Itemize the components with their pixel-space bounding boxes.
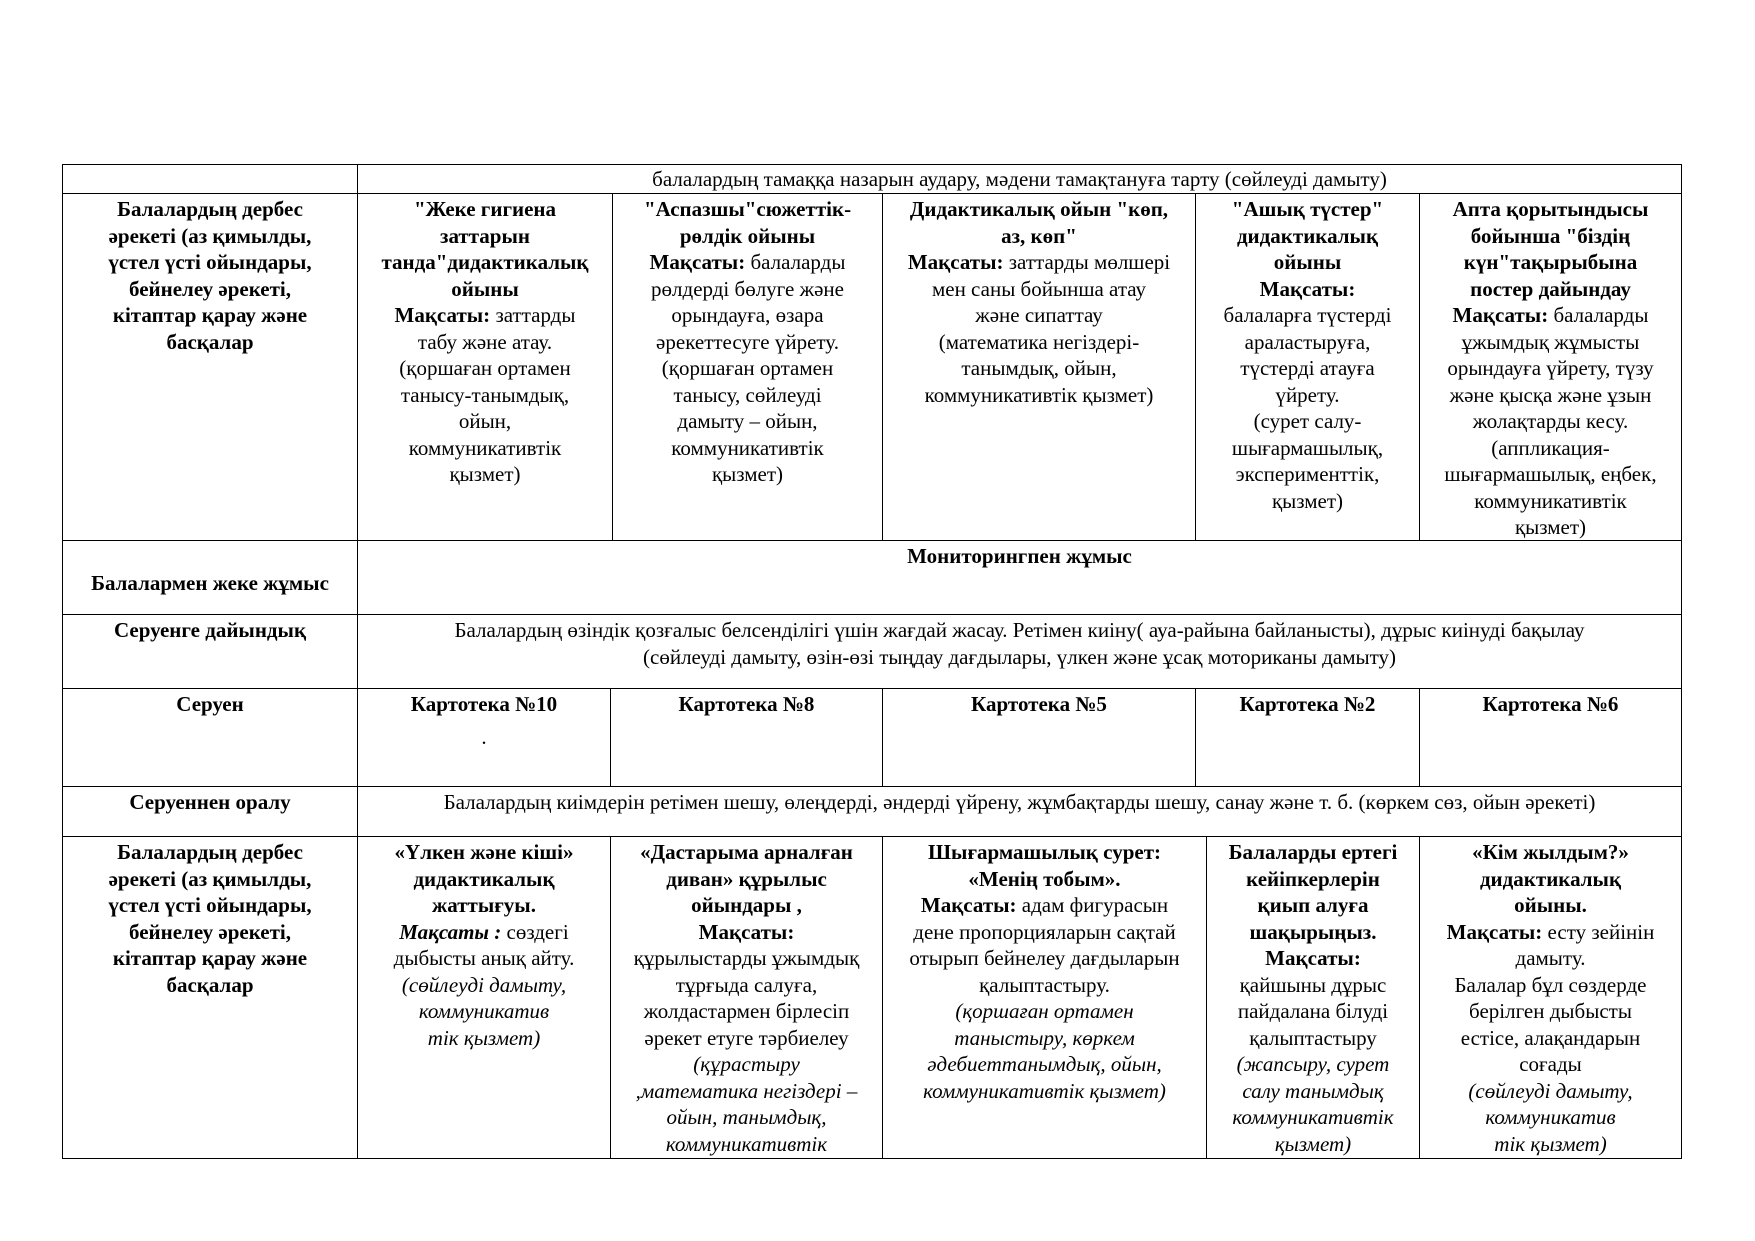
goal-text: балаларды рөлдерді бөлуге және орындауға, өзара әрекеттесуге үйрету. (651, 250, 846, 354)
return-label: Серуеннен оралу (129, 790, 291, 814)
activity-note: (аппликация- шығармашылық, еңбек, коммуникативтік қызмет) (1444, 435, 1657, 539)
activity-title: "Аспазшы"сюжеттік- рөлдік ойыны (643, 197, 852, 248)
activity-note: (сөйлеуді дамыту, коммуникатив тік қызмет) (1468, 1078, 1633, 1156)
activity-title: «Кім жылдым?» дидактикалық ойыны. (1472, 840, 1629, 917)
goal-label: Мақсаты: (394, 303, 491, 327)
goal-label: Мақсаты: (920, 893, 1017, 917)
activity-1-cell-1 (357, 194, 612, 540)
activity-1-cell-4 (1195, 194, 1419, 540)
goal-text: сөздегі дыбысты анық айту. (393, 919, 575, 970)
prep-label: Серуенге дайындық (113, 618, 307, 642)
goal-label: Мақсаты: (698, 919, 795, 944)
walk-card: Картотека №8 (610, 689, 882, 786)
walk-card: Картотека №5 (882, 689, 1195, 786)
activity-note: (жапсыру, сурет салу танымдық коммуникативтік қызмет) (1232, 1052, 1394, 1156)
goal-label: Мақсаты: (1265, 946, 1361, 970)
schedule-table (62, 164, 1682, 1159)
label-cell-empty (63, 165, 357, 193)
intro-cell (357, 165, 1681, 193)
activity-title: «Дастарыма арналған диван» құрылыс ойындары , (640, 840, 853, 917)
activity-2-cell-5 (1419, 837, 1681, 1158)
activity-1-cell-3 (882, 194, 1195, 540)
activity-2-cell-1 (357, 837, 610, 1158)
goal-text: есту зейінін дамыту. Балалар бұл сөздерде берілген дыбысты естісе, алақандарын соғады (1454, 919, 1655, 1076)
goal-text: адам фигурасын дене пропорцияларын сақтай отырып бейнелеу дағдыларын қалыптастыру. (909, 893, 1180, 997)
activity-1-cell-2 (612, 194, 882, 540)
intro-text: балалардың тамаққа назарын аудару, мәдени тамақтануға тарту (сөйлеуді дамыту) (652, 167, 1387, 191)
table-row-activity-1 (63, 193, 1681, 540)
goal-text: заттарды мөлшері мен саны бойынша атау және сипаттау (931, 250, 1171, 327)
return-text: Балалардың киімдерін ретімен шешу, өлеңдерді, әндерді үйрену, жұмбақтарды шешу, санау және т. б. (көркем сөз, ойын әрекеті) (357, 787, 1681, 836)
walk-card: Картотека №10 (410, 692, 558, 716)
walk-dot: . (481, 724, 487, 749)
activity-1-label: Балалардың дербес әрекеті (аз қимылды, үстел үсті ойындары, бейнелеу әрекеті, кітаптар қарау және басқалар (108, 197, 312, 354)
goal-label: Мақсаты: (649, 250, 746, 274)
activity-title: Дидактикалық ойын "көп, аз, көп" (909, 197, 1169, 248)
goal-text: балаларға түстерді араластыруға, түстерді атауға үйрету. (1223, 303, 1392, 407)
table-row-individual (63, 540, 1681, 614)
walk-label: Серуен (176, 692, 244, 716)
activity-title: Апта қорытындысы бойынша "біздің күн"тақырыбына постер дайындау (1452, 197, 1649, 301)
activity-note: (қоршаған ортамен таныстыру, көркем әдебиеттанымдық, ойын, коммуникативтік қызмет) (923, 999, 1166, 1103)
goal-label: Мақсаты: (1446, 919, 1543, 944)
table-row-return (63, 786, 1681, 836)
goal-label: Мақсаты: (1452, 303, 1549, 327)
goal-text: қайшыны дұрыс пайдалана білуді қалыптастыру (1237, 972, 1389, 1050)
activity-2-cell-2 (610, 837, 882, 1158)
activity-note: (сөйлеуді дамыту, коммуникатив тік қызмет) (401, 972, 567, 1050)
activity-title: «Үлкен және кіші» дидактикалық жаттығуы. (394, 840, 574, 917)
activity-title: "Ашық түстер" дидактикалық ойыны (1231, 197, 1384, 274)
activity-2-cell-3 (882, 837, 1206, 1158)
table-row-prep (63, 614, 1681, 688)
activity-note: (қоршаған ортамен танысу-танымдық, ойын, коммуникативтік қызмет) (399, 356, 571, 486)
goal-label: Мақсаты: (1259, 276, 1356, 301)
individual-label: Балалармен жеке жұмыс (91, 571, 329, 595)
activity-title: "Жеке гигиена заттарын танда"дидактикалық ойыны (381, 197, 589, 301)
goal-text: балаларды ұжымдық жұмысты орындауға үйрету, түзу және қысқа және ұзын жолақтарды кесу. (1447, 303, 1654, 433)
activity-note: (құрастыру ,математика негіздері – ойын, танымдық, коммуникативтік (635, 1052, 858, 1156)
activity-title: Шығармашылық сурет: «Менің тобым». (927, 840, 1162, 891)
goal-label: Мақсаты: (907, 250, 1004, 274)
walk-card: Картотека №2 (1195, 689, 1419, 786)
walk-card: Картотека №6 (1419, 689, 1681, 786)
goal-text: құрылыстарды ұжымдық тұрғыда салуға, жолдастармен бірлесіп әрекет етуге тәрбиелеу (633, 946, 860, 1050)
activity-note: (математика негіздері- танымдық, ойын, коммуникативтік қызмет) (924, 329, 1154, 407)
table-row-intro (63, 165, 1681, 193)
table-row-walk (63, 688, 1681, 786)
goal-label: Мақсаты : (399, 919, 502, 944)
individual-text: Мониторингпен жұмыс (357, 541, 1681, 614)
walk-cell-1 (357, 689, 610, 786)
activity-1-cell-5 (1419, 194, 1681, 540)
table-row-activity-2 (63, 836, 1681, 1158)
activity-2-label: Балалардың дербес әрекеті (аз қимылды, үстел үсті ойындары, бейнелеу әрекеті, кітаптар қарау және басқалар (108, 840, 312, 997)
prep-text: Балалардың өзіндік қозғалыс белсенділігі үшін жағдай жасау. Ретімен киіну( ауа-райына байланысты), дұрыс киінуді бақылау (сөйлеуді дамыту, өзін-өзі тыңдау дағдылары, үлкен және ұсақ моториканы дамыту) (357, 615, 1681, 688)
activity-title: Балаларды ертегі кейіпкерлерін қиып алуға шақырыңыз. (1228, 840, 1398, 944)
activity-2-cell-4 (1206, 837, 1419, 1158)
activity-note: (қоршаған ортамен танысу, сөйлеуді дамыту – ойын, коммуникативтік қызмет) (661, 356, 834, 486)
goal-text: заттарды табу және атау. (417, 303, 576, 354)
activity-note: (сурет салу- шығармашылық, эксперименттік, қызмет) (1231, 409, 1384, 513)
